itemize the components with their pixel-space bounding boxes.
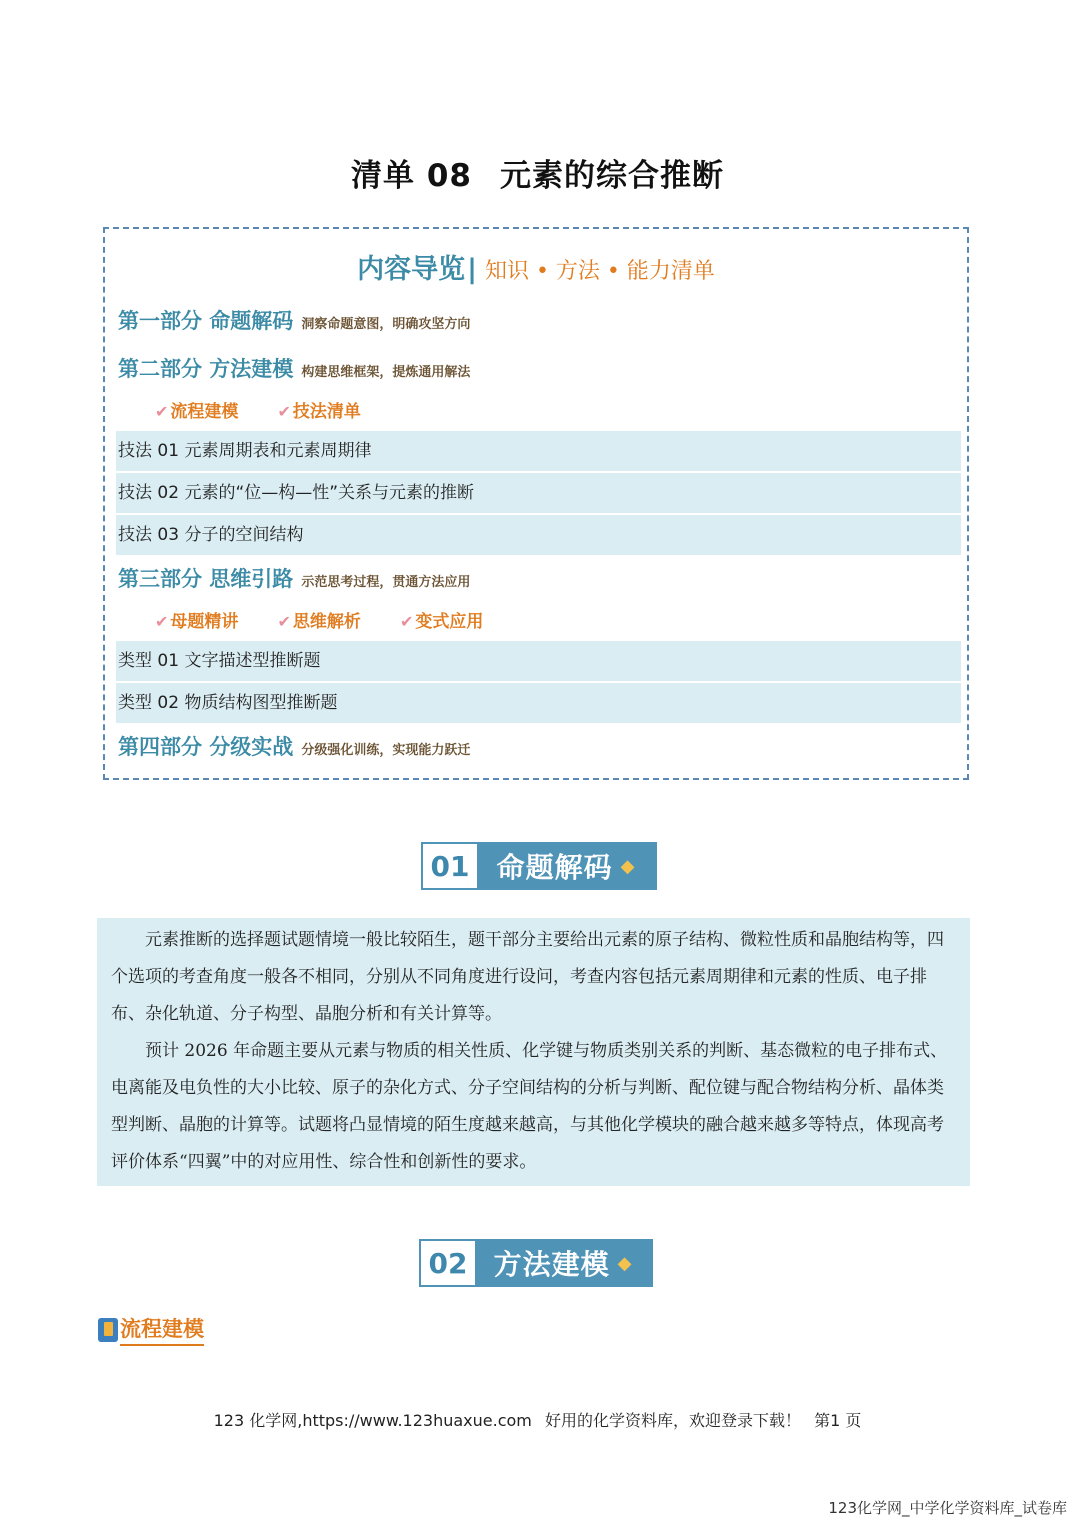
part-2-name: 第二部分 方法建模 bbox=[118, 357, 294, 381]
part-2 bbox=[118, 353, 470, 383]
part-2-desc: 构建思维框架，提炼通用解法 bbox=[301, 365, 471, 380]
check-item: ✔ 母题精讲 bbox=[155, 612, 239, 632]
intro-text bbox=[97, 918, 970, 1186]
part-1 bbox=[118, 305, 470, 335]
contents-heading bbox=[105, 247, 967, 286]
part-2-checks bbox=[155, 397, 395, 422]
title-main: 元素的综合推断 bbox=[499, 158, 724, 194]
contents-title: 内容导览 bbox=[357, 254, 466, 285]
footer-page-number: 第1 页 bbox=[814, 1411, 862, 1430]
part-3-name: 第三部分 思维引路 bbox=[118, 567, 294, 591]
section-label: 命题解码 ◆ bbox=[477, 844, 655, 888]
technique-row: 技法 01 元素周期表和元素周期律 bbox=[116, 431, 961, 471]
type-row: 类型 01 文字描述型推断题 bbox=[116, 641, 961, 681]
footer-slogan: 好用的化学资料库，欢迎登录下载！ bbox=[544, 1411, 801, 1430]
part-1-desc: 洞察命题意图，明确攻坚方向 bbox=[301, 317, 471, 332]
part-4-desc: 分级强化训练，实现能力跃迁 bbox=[301, 743, 471, 758]
check-icon: ✔ bbox=[155, 612, 169, 631]
part-3-checks bbox=[155, 607, 517, 632]
check-item: ✔ 思维解析 bbox=[277, 612, 361, 632]
technique-row: 技法 02 元素的“位—构—性”关系与元素的推断 bbox=[116, 473, 961, 513]
part-3-desc: 示范思考过程，贯通方法应用 bbox=[301, 575, 471, 590]
check-item: ✔ 技法清单 bbox=[277, 402, 361, 422]
intro-paragraph-2: 预计 2026 年命题主要从元素与物质的相关性质、化学键与物质类别关系的判断、基态微粒的电子排布式、电离能及电负性的大小比较、原子的杂化方式、分子空间结构的分析与判断、配位键与配合物结构分析、晶体类型判断、晶胞的计算等。试题将凸显情境的陌生度越来越高，与其他化学模块的融合越来越多等特点，体现高考评价体系“四翼”中的对应用性、综合性和创新性的要求。 bbox=[111, 1041, 948, 1172]
type-row: 类型 02 物质结构图型推断题 bbox=[116, 683, 961, 723]
part-4-name: 第四部分 分级实战 bbox=[118, 735, 294, 759]
part-3 bbox=[118, 563, 470, 593]
diamond-icon: ◆ bbox=[617, 1252, 633, 1274]
contents-subtitle: 知识 • 方法 • 能力清单 bbox=[484, 259, 715, 284]
check-icon: ✔ bbox=[277, 402, 291, 421]
check-item: ✔ 变式应用 bbox=[400, 612, 484, 632]
part-1-name: 第一部分 命题解码 bbox=[118, 309, 294, 333]
section-01-badge bbox=[421, 842, 657, 890]
title-prefix: 清单 08 bbox=[351, 158, 472, 194]
check-icon: ✔ bbox=[277, 612, 291, 631]
technique-row: 技法 03 分子的空间结构 bbox=[116, 515, 961, 555]
corner-watermark-text: 123化学网_中学化学资料库_试卷库 bbox=[828, 1499, 1067, 1517]
page-title bbox=[0, 150, 1075, 195]
flow-modeling-heading bbox=[98, 1313, 204, 1346]
check-icon: ✔ bbox=[400, 612, 414, 631]
check-icon: ✔ bbox=[155, 402, 169, 421]
contents-separator: | bbox=[467, 254, 477, 285]
part-4 bbox=[118, 731, 470, 761]
section-label: 方法建模 ◆ bbox=[475, 1241, 651, 1285]
flow-modeling-label: 流程建模 bbox=[120, 1313, 204, 1346]
diamond-icon: ◆ bbox=[620, 855, 636, 877]
intro-paragraph-1: 元素推断的选择题试题情境一般比较陌生，题干部分主要给出元素的原子结构、微粒性质和晶胞结构等，四个选项的考查角度一般各不相同，分别从不同角度进行设问，考查内容包括元素周期律和元素的性质、电子排布、杂化轨道、分子构型、晶胞分析和有关计算等。 bbox=[111, 930, 944, 1024]
section-02-badge bbox=[419, 1239, 653, 1287]
section-number: 02 bbox=[428, 1246, 468, 1280]
section-number: 01 bbox=[430, 849, 470, 883]
contents-box bbox=[103, 227, 969, 780]
page-footer bbox=[0, 1408, 1075, 1431]
check-item: ✔ 流程建模 bbox=[155, 402, 239, 422]
footer-site: 123 化学网,https://www.123huaxue.com bbox=[213, 1411, 532, 1430]
clipboard-icon bbox=[98, 1318, 118, 1342]
